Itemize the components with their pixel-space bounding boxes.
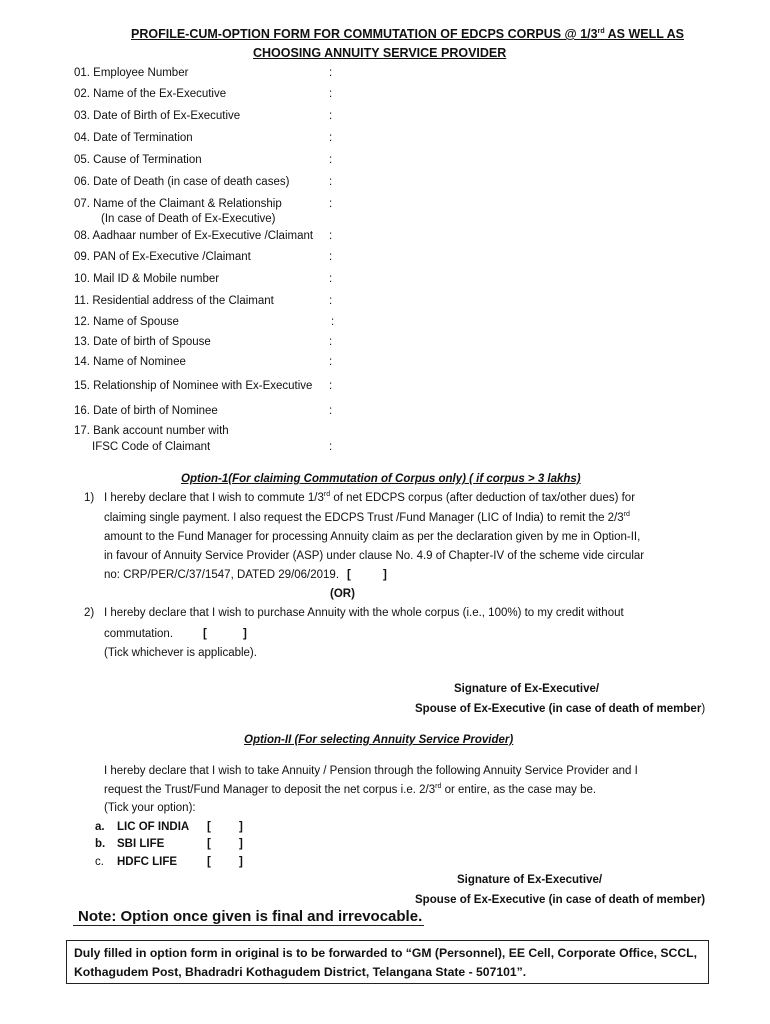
option1-item2-line1: I hereby declare that I wish to purchase Annuity with the whole corpus (i.e., 100%) to my credit without <box>104 607 624 619</box>
field-17-colon[interactable]: : <box>329 441 333 453</box>
instruction-text <box>74 944 697 982</box>
form-title-line1 <box>131 27 684 41</box>
option1-item2-number: 2) <box>84 607 95 619</box>
text: request the Trust/Fund Manager to deposit the net corpus i.e. 2/3 <box>104 784 436 796</box>
field-09-colon[interactable]: : <box>329 251 333 263</box>
field-09-label: 09. PAN of Ex-Executive /Claimant <box>74 251 251 263</box>
field-06-colon[interactable]: : <box>329 176 333 188</box>
text: I hereby declare that I wish to commute 1/3 <box>104 492 324 504</box>
field-10-colon[interactable]: : <box>329 273 333 285</box>
option2-line3: (Tick your option): <box>104 802 196 814</box>
field-17-label: 17. Bank account number with <box>74 425 229 437</box>
option1-signature-line2 <box>415 703 705 715</box>
option1-item2-line2: commutation. <box>104 628 174 640</box>
instruction-line2: Kothagudem Post, Bhadradri Kothagudem District, Telangana State - 507101”. <box>74 965 527 979</box>
option2-line1: I hereby declare that I wish to take Annuity / Pension through the following Annuity Service Provider and I <box>104 765 638 777</box>
text: or entire, as the case may be. <box>441 784 597 796</box>
signature-paren: ) <box>701 703 706 715</box>
form-title-line2: CHOOSING ANNUITY SERVICE PROVIDER <box>253 46 507 60</box>
choice-b-label: SBI LIFE <box>117 838 165 850</box>
option1-item1-line5: no: CRP/PER/C/37/1547, DATED 29/06/2019. <box>104 569 340 581</box>
field-02-colon[interactable]: : <box>329 88 333 100</box>
field-03-colon[interactable]: : <box>329 110 333 122</box>
choice-b-checkbox-close[interactable]: ] <box>239 838 243 850</box>
choice-c-label: HDFC LIFE <box>117 856 178 868</box>
title-suffix: AS WELL AS <box>604 27 684 41</box>
field-14-colon[interactable]: : <box>329 356 333 368</box>
field-01-label: 01. Employee Number <box>74 67 189 79</box>
field-04-colon[interactable]: : <box>329 132 333 144</box>
field-16-label: 16. Date of birth of Nominee <box>74 405 218 417</box>
field-15-label: 15. Relationship of Nominee with Ex-Executive <box>74 380 313 392</box>
field-11-label: 11. Residential address of the Claimant <box>74 295 274 307</box>
field-02-label: 02. Name of the Ex-Executive <box>74 88 227 100</box>
instruction-line1: Duly filled in option form in original is to be forwarded to “GM (Personnel), EE Cell, Corporate Office, SCCL, <box>74 946 697 960</box>
option2-signature-line1: Signature of Ex-Executive/ <box>457 874 603 886</box>
field-14-label: 14. Name of Nominee <box>74 356 186 368</box>
field-15-colon[interactable]: : <box>329 380 333 392</box>
option1-item1-line1 <box>104 489 635 509</box>
text: claiming single payment. I also request the EDCPS Trust /Fund Manager (LIC of India) to remit the 2/3 <box>104 512 624 524</box>
text: of net EDCPS corpus (after deduction of tax/other dues) for <box>330 492 636 504</box>
sup: rd <box>323 491 331 499</box>
choice-b-checkbox-open[interactable]: [ <box>207 838 211 850</box>
option2-signature-line2: Spouse of Ex-Executive (in case of death of member) <box>415 894 706 906</box>
sup: rd <box>623 511 630 519</box>
choice-a-checkbox-open[interactable]: [ <box>207 821 211 833</box>
field-01-colon[interactable]: : <box>329 67 333 79</box>
field-13-colon[interactable]: : <box>329 336 333 348</box>
title-sup: rd <box>597 27 605 35</box>
field-07-colon[interactable]: : <box>329 198 333 210</box>
option1-item1-checkbox-close[interactable]: ] <box>383 569 387 581</box>
field-05-label: 05. Cause of Termination <box>74 154 202 166</box>
choice-b-letter: b. <box>95 838 106 850</box>
option1-item2-checkbox-open[interactable]: [ <box>203 628 207 640</box>
signature-text: Spouse of Ex-Executive (in case of death of member <box>415 703 702 715</box>
option1-item1-line3: amount to the Fund Manager for processing Annuity claim as per the declaration given by me in Option-II, <box>104 531 641 543</box>
field-07-label: 07. Name of the Claimant & Relationship <box>74 198 282 210</box>
field-17-sublabel: IFSC Code of Claimant <box>92 441 211 453</box>
option1-item1-checkbox-open[interactable]: [ <box>347 569 351 581</box>
option1-or: (OR) <box>330 588 355 600</box>
field-08-colon[interactable]: : <box>329 230 333 242</box>
choice-c-letter: c. <box>95 856 104 868</box>
field-03-label: 03. Date of Birth of Ex-Executive <box>74 110 241 122</box>
field-05-colon[interactable]: : <box>329 154 333 166</box>
field-06-label: 06. Date of Death (in case of death cases) <box>74 176 290 188</box>
choice-a-checkbox-close[interactable]: ] <box>239 821 243 833</box>
choice-a-letter: a. <box>95 821 105 833</box>
field-08-label: 08. Aadhaar number of Ex-Executive /Claimant <box>74 230 314 242</box>
field-11-colon[interactable]: : <box>329 295 333 307</box>
option1-item2-checkbox-close[interactable]: ] <box>243 628 247 640</box>
title-text: PROFILE-CUM-OPTION FORM FOR COMMUTATION OF EDCPS CORPUS @ 1/3 <box>131 27 598 41</box>
field-04-label: 04. Date of Termination <box>74 132 193 144</box>
field-07-sublabel: (In case of Death of Ex-Executive) <box>101 213 276 225</box>
field-12-label: 12. Name of Spouse <box>74 316 179 328</box>
option1-item1-line4: in favour of Annuity Service Provider (ASP) under clause No. 4.9 of Chapter-IV of the scheme vide circular <box>104 550 645 562</box>
choice-a-label: LIC OF INDIA <box>117 821 190 833</box>
field-10-label: 10. Mail ID & Mobile number <box>74 273 220 285</box>
field-13-label: 13. Date of birth of Spouse <box>74 336 211 348</box>
note-label: Note: Option once given is final and irrevocable. <box>78 908 423 925</box>
option1-heading: Option-1(For claiming Commutation of Corpus only) ( if corpus > 3 lakhs) <box>181 473 581 485</box>
note-text <box>73 908 424 926</box>
option2-line2 <box>104 781 596 801</box>
option1-item2-line3: (Tick whichever is applicable). <box>104 647 257 659</box>
option2-heading: Option-II (For selecting Annuity Service Provider) <box>244 734 514 746</box>
field-16-colon[interactable]: : <box>329 405 333 417</box>
field-12-colon[interactable]: : <box>331 316 335 328</box>
instruction-box <box>66 940 709 984</box>
option1-item1-number: 1) <box>84 492 95 504</box>
choice-c-checkbox-open[interactable]: [ <box>207 856 211 868</box>
option1-item1-line2 <box>104 509 630 529</box>
option1-signature-line1: Signature of Ex-Executive/ <box>454 683 600 695</box>
sup: rd <box>435 783 442 791</box>
choice-c-checkbox-close[interactable]: ] <box>239 856 243 868</box>
